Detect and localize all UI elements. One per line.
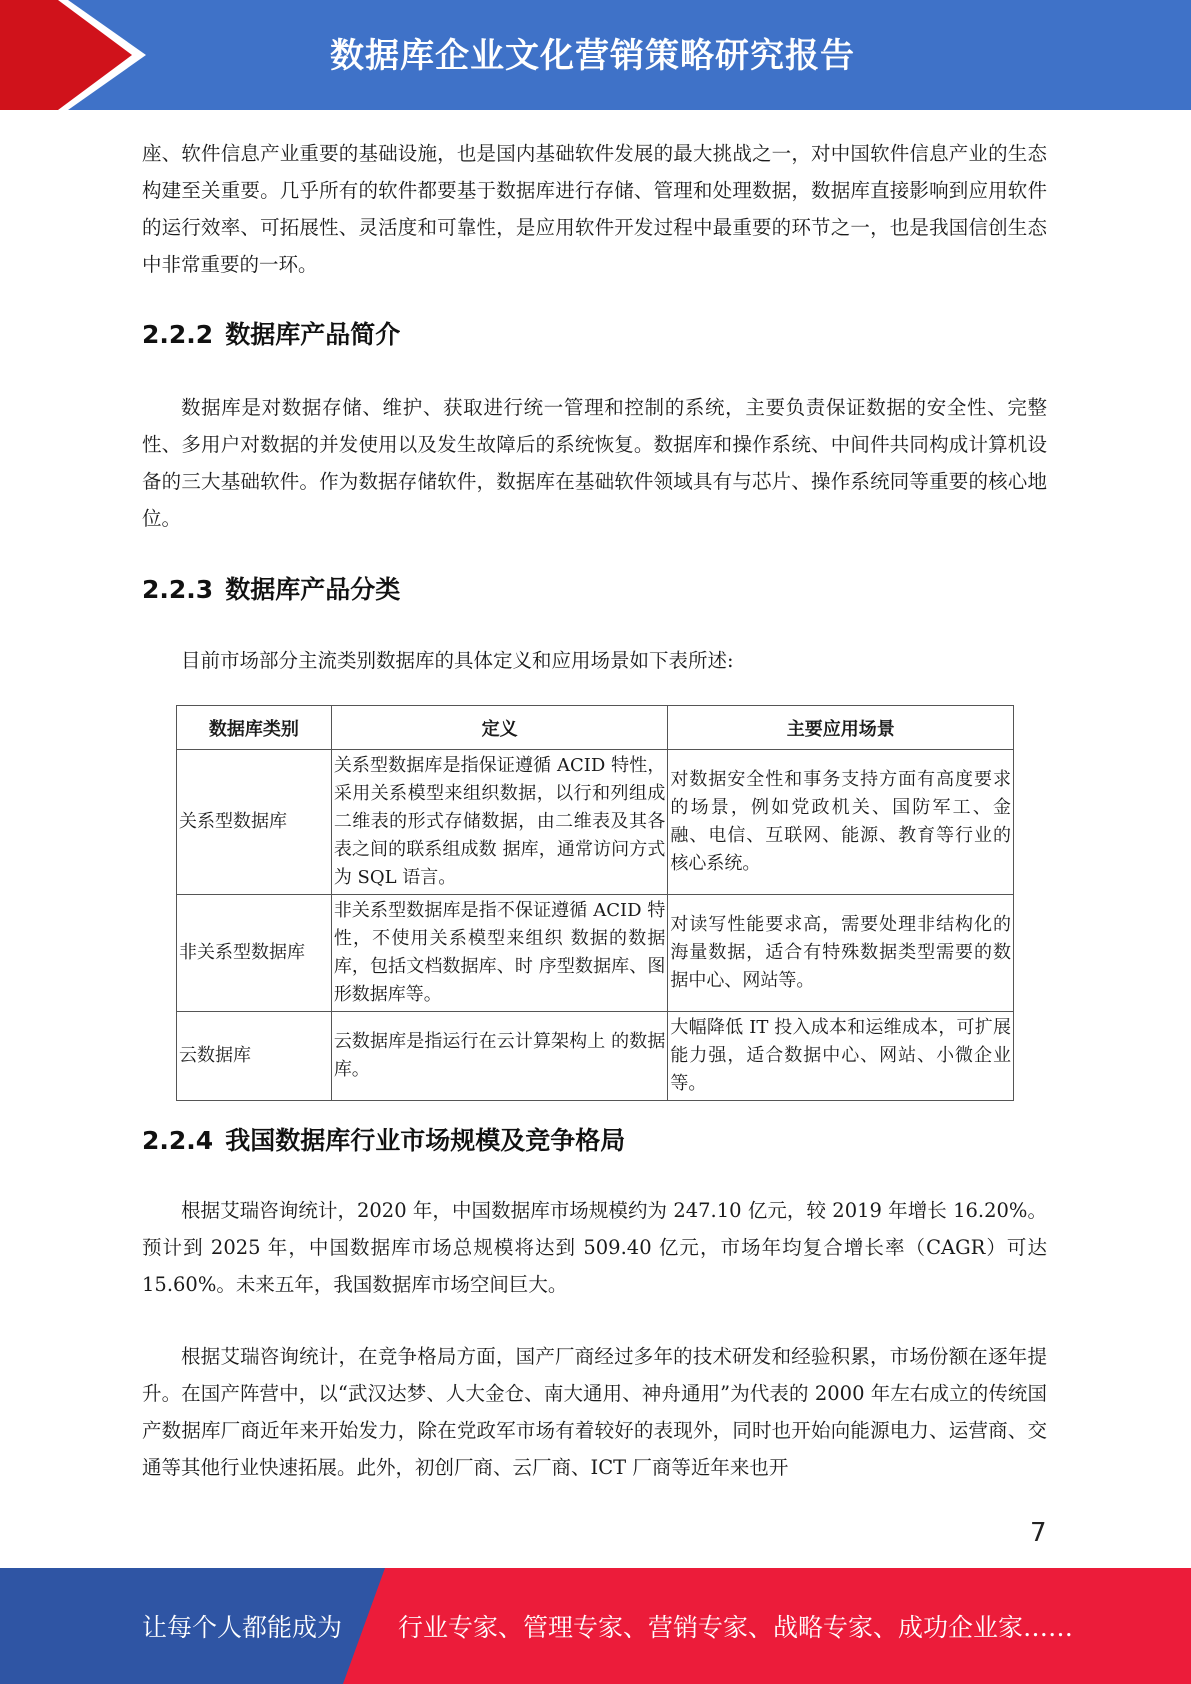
table-cell-definition: 云数据库是指运行在云计算架构上 的数据库。 [331,1012,668,1101]
page-header [0,0,1191,110]
table-cell-scenario: 大幅降低 IT 投入成本和运维成本，可扩展能力强，适合数据中心、网站、小微企业等。 [668,1012,1014,1101]
section-title: 数据库产品分类 [225,575,401,604]
section-paragraph-2-2-2: 数据库是对数据存储、维护、获取进行统一管理和控制的系统，主要负责保证数据的安全性、完整性、多用户对数据的并发使用以及发生故障后的系统恢复。数据库和操作系统、中间件共同构成计算机设备的三大基础软件。作为数据存储软件，数据库在基础软件领域具有与芯片、操作系统同等重要的核心地位。 [142,396,1047,530]
section-number: 2.2.2 [142,320,214,349]
section-heading-2-2-3 [142,570,412,606]
section-heading-2-2-2 [142,315,412,351]
section-number: 2.2.3 [142,575,214,604]
table-cell-definition: 非关系型数据库是指不保证遵循 ACID 特性，不使用关系模型来组织 数据的数据库，包括文档数据库、时 序型数据库、图形数据库等。 [331,895,668,1012]
section-paragraph-2-2-4-a: 根据艾瑞咨询统计，2020 年，中国数据库市场规模约为 247.10 亿元，较 2019 年增长 16.20%。预计到 2025 年，中国数据库市场总规模将达到 509.40 亿元，市场年均复合增长率（CAGR）可达 15.60%。未来五年，我国数据库市场空间巨大。 [142,1199,1047,1296]
table-cell-category: 非关系型数据库 [177,895,332,1012]
table-cell-scenario: 对数据安全性和事务支持方面有高度要求的场景，例如党政机关、国防军工、金融、电信、互联网、能源、教育等行业的核心系统。 [668,750,1014,895]
footer-slogan-right: 行业专家、管理专家、营销专家、战略专家、成功企业家…… [398,1613,1074,1642]
table-header-cell: 主要应用场景 [668,706,1014,750]
intro-paragraph: 座、软件信息产业重要的基础设施，也是国内基础软件发展的最大挑战之一，对中国软件信息产业的生态构建至关重要。几乎所有的软件都要基于数据库进行存储、管理和处理数据，数据库直接影响到应用软件的运行效率、可拓展性、灵活度和可靠性，是应用软件开发过程中最重要的环节之一，也是我国信创生态中非常重要的一环。 [142,142,1047,276]
page-footer [0,1568,1191,1684]
report-title: 数据库企业文化营销策略研究报告 [330,36,855,76]
section-paragraph-2-2-4-b: 根据艾瑞咨询统计，在竞争格局方面，国产厂商经过多年的技术研发和经验积累，市场份额在逐年提升。在国产阵营中，以“武汉达梦、人大金仓、南大通用、神舟通用”为代表的 2000 年左右成立的传统国产数据库厂商近年来开始发力，除在党政军市场有着较好的表现外，同时也开始向能源电力、运营商、交通等其他行业快速拓展。此外，初创厂商、云厂商、ICT 厂商等近年来也开 [142,1345,1047,1479]
table-row [177,750,1014,895]
section-paragraph-2-2-3: 目前市场部分主流类别数据库的具体定义和应用场景如下表所述: [181,649,734,672]
table-header-row [177,706,1014,750]
section-number: 2.2.4 [142,1126,214,1155]
table-cell-category: 云数据库 [177,1012,332,1101]
table-cell-scenario: 对读写性能要求高，需要处理非结构化的海量数据，适合有特殊数据类型需要的数据中心、网站等。 [668,895,1014,1012]
section-heading-2-2-4 [142,1121,637,1157]
section-title: 我国数据库行业市场规模及竞争格局 [225,1126,626,1155]
table-row [177,895,1014,1012]
header-arrow-decoration [0,0,160,110]
table-header-cell: 数据库类别 [177,706,332,750]
table-cell-definition: 关系型数据库是指保证遵循 ACID 特性，采用关系模型来组织数据，以行和列组成二维表的形式存储数据，由二维表及其各表之间的联系组成数 据库，通常访问方式为 SQL 语言。 [331,750,668,895]
table-header-cell: 定义 [331,706,668,750]
database-category-table [176,705,1014,1101]
footer-slogan-left: 让每个人都能成为 [142,1613,343,1642]
page-number: 7 [1030,1518,1047,1548]
table-cell-category: 关系型数据库 [177,750,332,895]
section-title: 数据库产品简介 [225,320,401,349]
table-row [177,1012,1014,1101]
